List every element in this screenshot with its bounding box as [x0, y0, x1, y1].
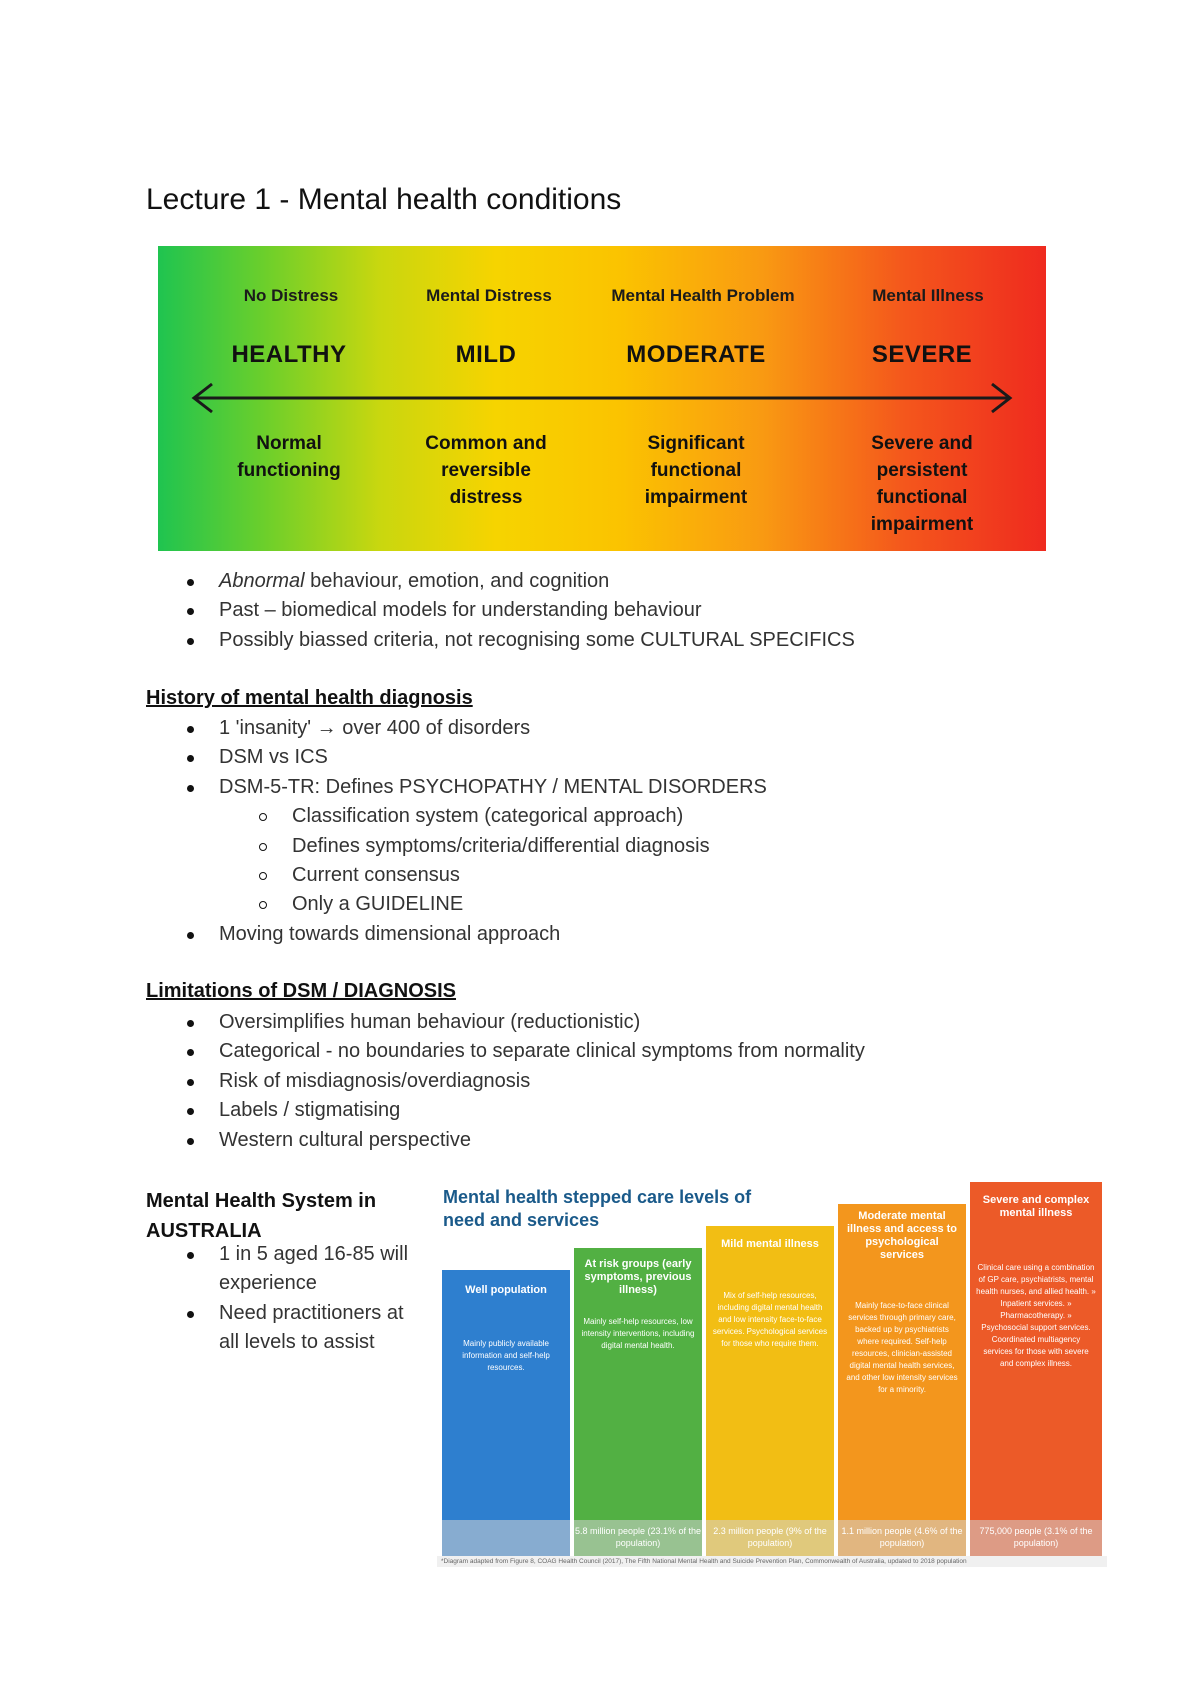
- continuum-category-2: Mental Distress: [426, 286, 552, 305]
- continuum-severity-healthy: HEALTHY: [231, 341, 347, 368]
- limitations-bullet-list: [146, 1008, 1146, 1155]
- stage-footer: 1.1 million people (4.6% of the population): [838, 1520, 966, 1560]
- stepped-care-figure: [437, 1180, 1107, 1570]
- mhs-heading: Mental Health System in AUSTRALIA: [146, 1190, 377, 1242]
- mental-health-continuum-figure: [158, 246, 1046, 551]
- list-item: Western cultural perspective: [146, 1126, 1146, 1155]
- continuum-severity-moderate: MODERATE: [626, 341, 766, 368]
- list-item: 1 in 5 aged 16-85 will experience: [146, 1240, 426, 1299]
- stage-footer: 2.3 million people (9% of the population): [706, 1520, 834, 1560]
- list-item: Risk of misdiagnosis/overdiagnosis: [146, 1067, 1146, 1096]
- history-bullet-list: [146, 714, 1146, 949]
- list-item: DSM vs ICS: [146, 743, 1146, 772]
- stage-body: Mainly face-to-face clinical services through primary care, backed up by psychiatrists where required. Self-help resources, clinician-assisted digital mental health services, and other low intensity services for a minority.: [846, 1301, 958, 1394]
- sub-list-item: Classification system (categorical approach): [146, 802, 1146, 831]
- emphasis-text: Abnormal: [219, 570, 305, 592]
- history-heading: History of mental health diagnosis: [146, 687, 473, 709]
- list-item: DSM-5-TR: Defines PSYCHOPATHY / MENTAL DISORDERS: [146, 773, 1146, 802]
- stage-moderate: [838, 1204, 966, 1560]
- stage-name: Well population: [465, 1284, 547, 1296]
- continuum-category-4: Mental Illness: [872, 286, 984, 305]
- stage-body: Mainly self-help resources, low intensity interventions, including digital mental health.: [581, 1317, 695, 1350]
- stage-severe: [970, 1182, 1102, 1560]
- list-item: 1 'insanity' → over 400 of disorders: [146, 714, 1146, 743]
- list-item: Oversimplifies human behaviour (reductionistic): [146, 1008, 1146, 1037]
- continuum-severity-mild: MILD: [455, 341, 517, 368]
- continuum-desc-3: Significant functional impairment: [644, 433, 748, 508]
- continuum-desc-1: Normal functioning: [237, 433, 341, 481]
- stage-footer: 775,000 people (3.1% of the population): [970, 1520, 1102, 1560]
- stage-name: At risk groups (early symptoms, previous illness): [584, 1258, 692, 1296]
- list-item: Need practitioners at all levels to assist: [146, 1299, 426, 1358]
- stage-body: Mix of self-help resources, including digital mental health and low intensity face-to-face services. Psychological services for those who require them.: [712, 1291, 828, 1348]
- continuum-desc-4: Severe and persistent functional impairment: [870, 433, 974, 535]
- stage-footer: [442, 1520, 570, 1560]
- continuum-severity-severe: SEVERE: [871, 341, 973, 368]
- stage-body: Mainly publicly available information and self-help resources.: [462, 1339, 550, 1372]
- sub-list-item: Only a GUIDELINE: [146, 890, 1146, 919]
- mhs-bullet-list: [146, 1240, 426, 1358]
- list-item: Labels / stigmatising: [146, 1096, 1146, 1125]
- continuum-category-3: Mental Health Problem: [611, 286, 795, 305]
- stage-name: Severe and complex mental illness: [982, 1194, 1090, 1219]
- limitations-heading: Limitations of DSM / DIAGNOSIS: [146, 980, 457, 1002]
- continuum-category-1: No Distress: [243, 286, 339, 305]
- stage-at-risk: [574, 1248, 702, 1560]
- page-title: Lecture 1 - Mental health conditions: [146, 183, 622, 216]
- list-item: [146, 567, 1146, 596]
- stage-mild: [706, 1226, 834, 1560]
- stage-name: Mild mental illness: [721, 1238, 819, 1250]
- stage-footer: 5.8 million people (23.1% of the population): [574, 1520, 702, 1560]
- sub-list-item: Current consensus: [146, 861, 1146, 890]
- list-item-text: behaviour, emotion, and cognition: [304, 570, 610, 592]
- list-item: Possibly biassed criteria, not recognising some CULTURAL SPECIFICS: [146, 626, 1146, 655]
- stepped-care-title: Mental health stepped care levels of need and services: [443, 1187, 752, 1230]
- continuum-desc-2: Common and reversible distress: [425, 433, 547, 508]
- list-item: Moving towards dimensional approach: [146, 920, 1146, 949]
- stage-body: Clinical care using a combination of GP care, psychiatrists, mental health nurses, and allied health. » Inpatient services. » Pharmacotherapy. » Psychosocial support services. Coordinated multiagency services for those with severe and complex illness.: [976, 1263, 1096, 1368]
- stage-name: Moderate mental illness and access to psychological services: [846, 1210, 958, 1261]
- intro-bullet-list: [146, 567, 1146, 655]
- list-item: Past – biomedical models for understanding behaviour: [146, 596, 1146, 625]
- stage-well-population: [442, 1270, 570, 1560]
- sub-list-item: Defines symptoms/criteria/differential diagnosis: [146, 832, 1146, 861]
- list-item: Categorical - no boundaries to separate clinical symptoms from normality: [146, 1037, 1146, 1066]
- figure-source-note: *Diagram adapted from Figure 8, COAG Health Council (2017), The Fifth National Mental Health and Suicide Prevention Plan, Commonwealth of Australia, updated to 2018 population: [437, 1556, 1107, 1567]
